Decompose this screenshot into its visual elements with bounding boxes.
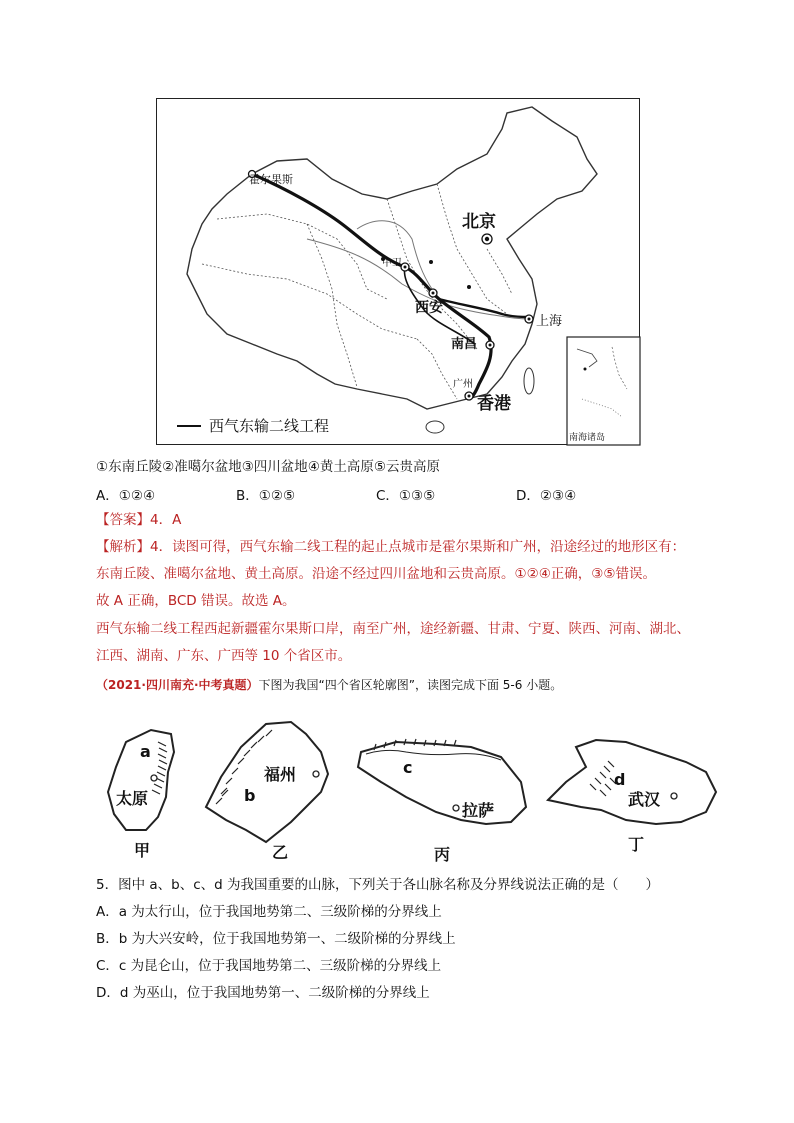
q4-analysis-line4: 西气东输二线工程西起新疆霍尔果斯口岸，南至广州，途经新疆、甘肃、宁夏、陕西、河南、湖北、	[96, 621, 690, 637]
city-taiyuan-label: 太原	[116, 789, 149, 808]
province-ding-label: 丁	[628, 835, 645, 854]
q5-stem: 5．图中 a、b、c、d 为我国重要的山脉，下列关于各山脉名称及分界线说法正确的是（ ）	[96, 877, 660, 893]
q5-option-d: D．d 为巫山，位于我国地势第一、二级阶梯的分界线上	[96, 985, 430, 1001]
map-legend-label: 西气东输二线工程	[209, 417, 330, 435]
south-china-sea-inset	[567, 337, 640, 445]
city-label-nanchang: 南昌	[451, 337, 478, 352]
pipeline-line	[252, 174, 491, 399]
mountain-c-label: c	[403, 758, 413, 777]
question-intro-text: 下图为我国“四个省区轮廓图”，读图完成下面 5-6 小题。	[258, 678, 563, 692]
question-source: （2021·四川南充·中考真题）	[96, 678, 259, 692]
mountain-a-label: a	[140, 742, 151, 761]
province-yi-label: 乙	[272, 843, 289, 862]
city-label-hongkong: 香港	[477, 394, 511, 414]
city-label-beijing: 北京	[462, 212, 496, 232]
china-pipeline-map	[156, 98, 640, 445]
city-label-xian: 西安	[415, 300, 443, 316]
city-label-shanghai: 上海	[536, 314, 563, 329]
mountain-d-label: d	[614, 770, 626, 789]
inset-label: 南海诸岛	[569, 433, 606, 443]
city-label-guangzhou: 广州	[453, 379, 473, 390]
city-wuhan-label: 武汉	[628, 790, 661, 809]
q4-option-a: A．①②④	[96, 488, 156, 504]
q5-option-c: C．c 为昆仑山，位于我国地势第二、三级阶梯的分界线上	[96, 958, 442, 974]
q5-option-a: A．a 为太行山，位于我国地势第二、三级阶梯的分界线上	[96, 904, 442, 920]
q4-analysis-line1: 【解析】4．读图可得，西气东输二线工程的起止点城市是霍尔果斯和广州，沿途经过的地形区有：	[96, 539, 686, 555]
mountain-b-label: b	[244, 786, 256, 805]
province-jia-label: 甲	[134, 841, 151, 860]
q4-option-c: C．①③⑤	[376, 488, 436, 504]
province-bing-label: 丙	[434, 845, 451, 864]
q4-analysis-line2: 东南丘陵、准噶尔盆地、黄土高原。沿途不经过四川盆地和云贵高原。①②④正确，③⑤错误。	[96, 566, 657, 582]
city-label-zhongwei: 中卫	[382, 258, 402, 269]
q4-analysis-line5: 江西、湖南、广东、广西等 10 个省区市。	[96, 648, 352, 664]
q4-option-d: D．②③④	[516, 488, 577, 504]
q4-answer: 【答案】4．A	[96, 512, 182, 528]
q4-analysis-line3: 故 A 正确，BCD 错误。故选 A。	[96, 593, 296, 609]
q5-option-b: B．b 为大兴安岭，位于我国地势第一、二级阶梯的分界线上	[96, 931, 456, 947]
q4-items: ①东南丘陵②准噶尔盆地③四川盆地④黄土高原⑤云贵高原	[96, 459, 441, 475]
q4-option-b: B．①②⑤	[236, 488, 296, 504]
city-fuzhou-label: 福州	[264, 765, 297, 784]
china-outline-map	[157, 99, 641, 446]
city-lhasa-label: 拉萨	[462, 801, 495, 820]
city-label-horgos: 霍尔果斯	[249, 173, 293, 186]
question-intro	[96, 676, 562, 694]
